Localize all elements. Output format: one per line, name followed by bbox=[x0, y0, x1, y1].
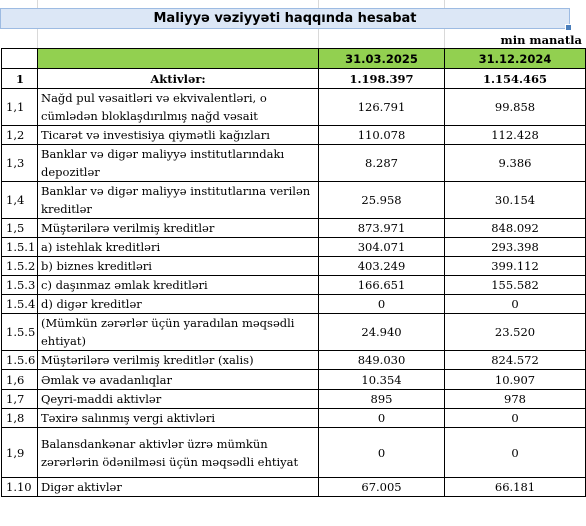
table-row bbox=[2, 370, 586, 390]
table-header-row bbox=[2, 49, 586, 69]
row-value-2024-cell[interactable]: 1.154.465 bbox=[445, 69, 586, 89]
table-row bbox=[2, 276, 586, 295]
row-value-2024-cell[interactable]: 0 bbox=[445, 295, 586, 314]
row-value-2025-cell[interactable]: 895 bbox=[319, 390, 445, 409]
row-value-2025-cell[interactable]: 849.030 bbox=[319, 351, 445, 370]
table-row bbox=[2, 478, 586, 497]
row-value-2024-cell[interactable]: 112.428 bbox=[445, 126, 586, 145]
table-row bbox=[2, 314, 586, 351]
row-label-cell[interactable]: Ticarət və investisiya qiymətli kağızları bbox=[38, 126, 319, 145]
table-row bbox=[2, 145, 586, 182]
row-value-2024-cell[interactable]: 155.582 bbox=[445, 276, 586, 295]
row-index-cell[interactable]: 1,2 bbox=[2, 126, 38, 145]
table-row bbox=[2, 238, 586, 257]
header-col-2[interactable]: 31.12.2024 bbox=[445, 49, 586, 69]
row-index-cell[interactable]: 1.5.1 bbox=[2, 238, 38, 257]
row-value-2024-cell[interactable]: 0 bbox=[445, 409, 586, 428]
row-index-cell[interactable]: 1,1 bbox=[2, 89, 38, 126]
table-row bbox=[2, 409, 586, 428]
row-label-cell[interactable]: d) digər kreditlər bbox=[38, 295, 319, 314]
table-row bbox=[2, 390, 586, 409]
table-row bbox=[2, 126, 586, 145]
row-index-cell[interactable]: 1.5.6 bbox=[2, 351, 38, 370]
row-value-2025-cell[interactable]: 0 bbox=[319, 428, 445, 478]
header-blank-cell[interactable] bbox=[2, 49, 38, 69]
row-index-cell[interactable]: 1,4 bbox=[2, 182, 38, 219]
table-row bbox=[2, 351, 586, 370]
row-index-cell[interactable]: 1,8 bbox=[2, 409, 38, 428]
unit-label: min manatla bbox=[500, 33, 582, 47]
row-value-2025-cell[interactable]: 0 bbox=[319, 295, 445, 314]
row-index-cell[interactable]: 1,3 bbox=[2, 145, 38, 182]
row-index-cell[interactable]: 1.5.4 bbox=[2, 295, 38, 314]
row-value-2024-cell[interactable]: 99.858 bbox=[445, 89, 586, 126]
balance-table bbox=[1, 48, 586, 497]
row-index-cell[interactable]: 1.10 bbox=[2, 478, 38, 497]
row-value-2024-cell[interactable]: 399.112 bbox=[445, 257, 586, 276]
row-value-2025-cell[interactable]: 10.354 bbox=[319, 370, 445, 390]
row-label-cell[interactable]: Banklar və digər maliyyə institutlarındakı depozitlər bbox=[38, 145, 319, 182]
row-index-cell[interactable]: 1,6 bbox=[2, 370, 38, 390]
row-label-cell[interactable]: Aktivlər: bbox=[38, 69, 319, 89]
report-title: Maliyyə vəziyyəti haqqında hesabat bbox=[153, 11, 417, 26]
table-row bbox=[2, 428, 586, 478]
row-value-2024-cell[interactable]: 848.092 bbox=[445, 219, 586, 238]
header-label-cell[interactable] bbox=[38, 49, 319, 69]
row-label-cell[interactable]: c) daşınmaz əmlak kreditləri bbox=[38, 276, 319, 295]
row-label-cell[interactable]: (Mümkün zərərlər üçün yaradılan məqsədli ehtiyat) bbox=[38, 314, 319, 351]
row-value-2025-cell[interactable]: 110.078 bbox=[319, 126, 445, 145]
row-value-2025-cell[interactable]: 0 bbox=[319, 409, 445, 428]
row-label-cell[interactable]: Təxirə salınmış vergi aktivləri bbox=[38, 409, 319, 428]
row-label-cell[interactable]: Qeyri-maddi aktivlər bbox=[38, 390, 319, 409]
row-value-2025-cell[interactable]: 126.791 bbox=[319, 89, 445, 126]
row-value-2024-cell[interactable]: 23.520 bbox=[445, 314, 586, 351]
row-value-2024-cell[interactable]: 293.398 bbox=[445, 238, 586, 257]
table-row bbox=[2, 89, 586, 126]
table-row bbox=[2, 295, 586, 314]
row-value-2025-cell[interactable]: 24.940 bbox=[319, 314, 445, 351]
table-row bbox=[2, 182, 586, 219]
table-row bbox=[2, 219, 586, 238]
row-value-2024-cell[interactable]: 824.572 bbox=[445, 351, 586, 370]
header-col-1[interactable]: 31.03.2025 bbox=[319, 49, 445, 69]
row-label-cell[interactable]: b) biznes kreditləri bbox=[38, 257, 319, 276]
row-index-cell[interactable]: 1,5 bbox=[2, 219, 38, 238]
row-index-cell[interactable]: 1.5.2 bbox=[2, 257, 38, 276]
row-value-2024-cell[interactable]: 9.386 bbox=[445, 145, 586, 182]
report-title-cell[interactable] bbox=[0, 8, 570, 29]
row-value-2024-cell[interactable]: 0 bbox=[445, 428, 586, 478]
row-value-2025-cell[interactable]: 873.971 bbox=[319, 219, 445, 238]
fill-handle[interactable] bbox=[565, 24, 572, 31]
row-label-cell[interactable]: Nağd pul vəsaitləri və ekvivalentləri, o cümlədən bloklaşdırılmış nağd vəsait bbox=[38, 89, 319, 126]
table-row bbox=[2, 69, 586, 89]
row-label-cell[interactable]: Banklar və digər maliyyə institutlarına verilən kreditlər bbox=[38, 182, 319, 219]
row-value-2024-cell[interactable]: 10.907 bbox=[445, 370, 586, 390]
row-value-2024-cell[interactable]: 66.181 bbox=[445, 478, 586, 497]
row-index-cell[interactable]: 1,7 bbox=[2, 390, 38, 409]
row-index-cell[interactable]: 1,9 bbox=[2, 428, 38, 478]
row-index-cell[interactable]: 1 bbox=[2, 69, 38, 89]
row-label-cell[interactable]: Balansdankənar aktivlər üzrə mümkün zərərlərin ödənilməsi üçün məqsədli ehtiyat bbox=[38, 428, 319, 478]
row-value-2025-cell[interactable]: 67.005 bbox=[319, 478, 445, 497]
row-value-2024-cell[interactable]: 30.154 bbox=[445, 182, 586, 219]
row-value-2025-cell[interactable]: 304.071 bbox=[319, 238, 445, 257]
row-index-cell[interactable]: 1.5.5 bbox=[2, 314, 38, 351]
row-value-2024-cell[interactable]: 978 bbox=[445, 390, 586, 409]
row-label-cell[interactable]: Əmlak və avadanlıqlar bbox=[38, 370, 319, 390]
row-value-2025-cell[interactable]: 403.249 bbox=[319, 257, 445, 276]
row-label-cell[interactable]: Digər aktivlər bbox=[38, 478, 319, 497]
row-index-cell[interactable]: 1.5.3 bbox=[2, 276, 38, 295]
row-value-2025-cell[interactable]: 25.958 bbox=[319, 182, 445, 219]
row-value-2025-cell[interactable]: 166.651 bbox=[319, 276, 445, 295]
row-label-cell[interactable]: Müştərilərə verilmiş kreditlər (xalis) bbox=[38, 351, 319, 370]
table-row bbox=[2, 257, 586, 276]
row-label-cell[interactable]: a) istehlak kreditləri bbox=[38, 238, 319, 257]
row-value-2025-cell[interactable]: 1.198.397 bbox=[319, 69, 445, 89]
row-label-cell[interactable]: Müştərilərə verilmiş kreditlər bbox=[38, 219, 319, 238]
row-value-2025-cell[interactable]: 8.287 bbox=[319, 145, 445, 182]
